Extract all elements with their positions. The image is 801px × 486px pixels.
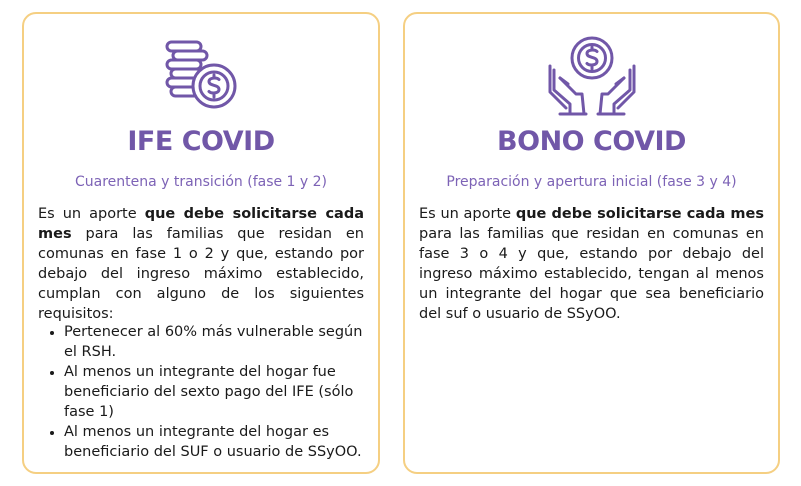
description-text: Es un aporte (38, 206, 145, 222)
list-item: • Pertenecer al 60% más vulnerable según el RSH. (64, 322, 364, 362)
requirements-list (48, 322, 364, 462)
ife-covid-card (22, 12, 380, 474)
bono-covid-card (403, 12, 780, 474)
card-subtitle: Preparación y apertura inicial (fase 3 y 4) (446, 174, 737, 190)
hands-coin-icon (546, 34, 638, 122)
card-description (38, 204, 364, 324)
description-text: para las familias que residan en comunas en fase 1 o 2 y que, estando por debajo del ingreso máximo establecido, cumplan con alguno de los siguientes requisitos: (38, 226, 364, 322)
description-emphasis: que debe solicitarse cada mes (515, 206, 764, 222)
description-text: Es un aporte (419, 206, 516, 222)
list-item: • Al menos un integrante del hogar es beneficiario del SUF o usuario de SSyOO. (64, 422, 364, 462)
card-subtitle: Cuarentena y transición (fase 1 y 2) (74, 174, 328, 190)
description-text: para las familias que residan en comunas en fase 3 o 4 y que, estando por debajo del ingreso máximo establecido, tengan al menos un integrante del hogar que sea beneficiario del suf o usuario de SSyOO. (419, 226, 764, 322)
card-title: BONO COVID (497, 126, 686, 157)
description-emphasis: que debe solicitarse cada mes (38, 206, 364, 242)
list-item: • Al menos un integrante del hogar fue beneficiario del sexto pago del IFE (sólo fase 1) (64, 362, 364, 422)
card-description (419, 204, 764, 324)
card-title: IFE COVID (127, 126, 275, 157)
coins-dollar-icon (161, 34, 241, 118)
